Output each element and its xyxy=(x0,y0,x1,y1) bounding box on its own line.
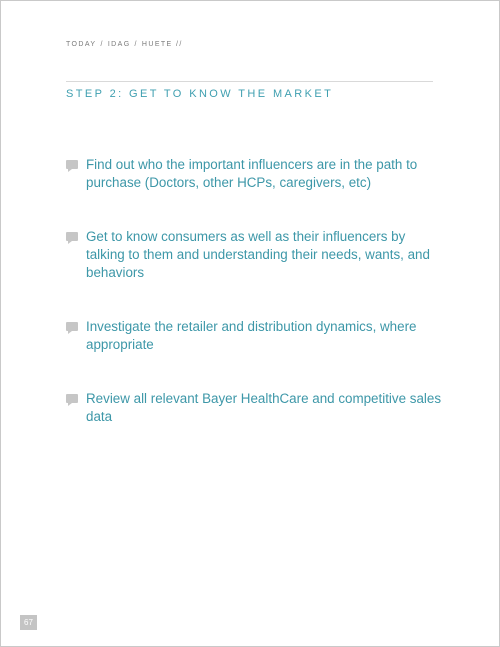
breadcrumb-separator: / xyxy=(100,41,104,48)
section-title: STEP 2: GET TO KNOW THE MARKET xyxy=(66,88,334,100)
list-item-text: Review all relevant Bayer HealthCare and competitive sales data xyxy=(86,391,442,424)
breadcrumb-item: IDAG xyxy=(107,41,131,48)
header-divider xyxy=(66,81,433,82)
list-item xyxy=(66,228,446,282)
list-item xyxy=(66,318,446,354)
breadcrumb-item: TODAY xyxy=(66,41,97,48)
breadcrumb-item: HUETE // xyxy=(141,41,183,48)
breadcrumb-separator: / xyxy=(134,41,138,48)
speech-bubble-icon xyxy=(66,394,78,403)
bullet-list xyxy=(66,156,446,426)
list-item-text: Investigate the retailer and distribution dynamics, where appropriate xyxy=(86,319,417,352)
list-item xyxy=(66,156,446,192)
speech-bubble-icon xyxy=(66,322,78,331)
breadcrumb xyxy=(66,41,183,48)
speech-bubble-icon xyxy=(66,160,78,169)
list-item-text: Find out who the important influencers are in the path to purchase (Doctors, other HCPs, caregivers, etc) xyxy=(86,157,418,190)
speech-bubble-icon xyxy=(66,232,78,241)
list-item-text: Get to know consumers as well as their influencers by talking to them and understanding their needs, wants, and behaviors xyxy=(86,229,430,280)
list-item xyxy=(66,390,446,426)
page-number: 67 xyxy=(20,615,37,630)
